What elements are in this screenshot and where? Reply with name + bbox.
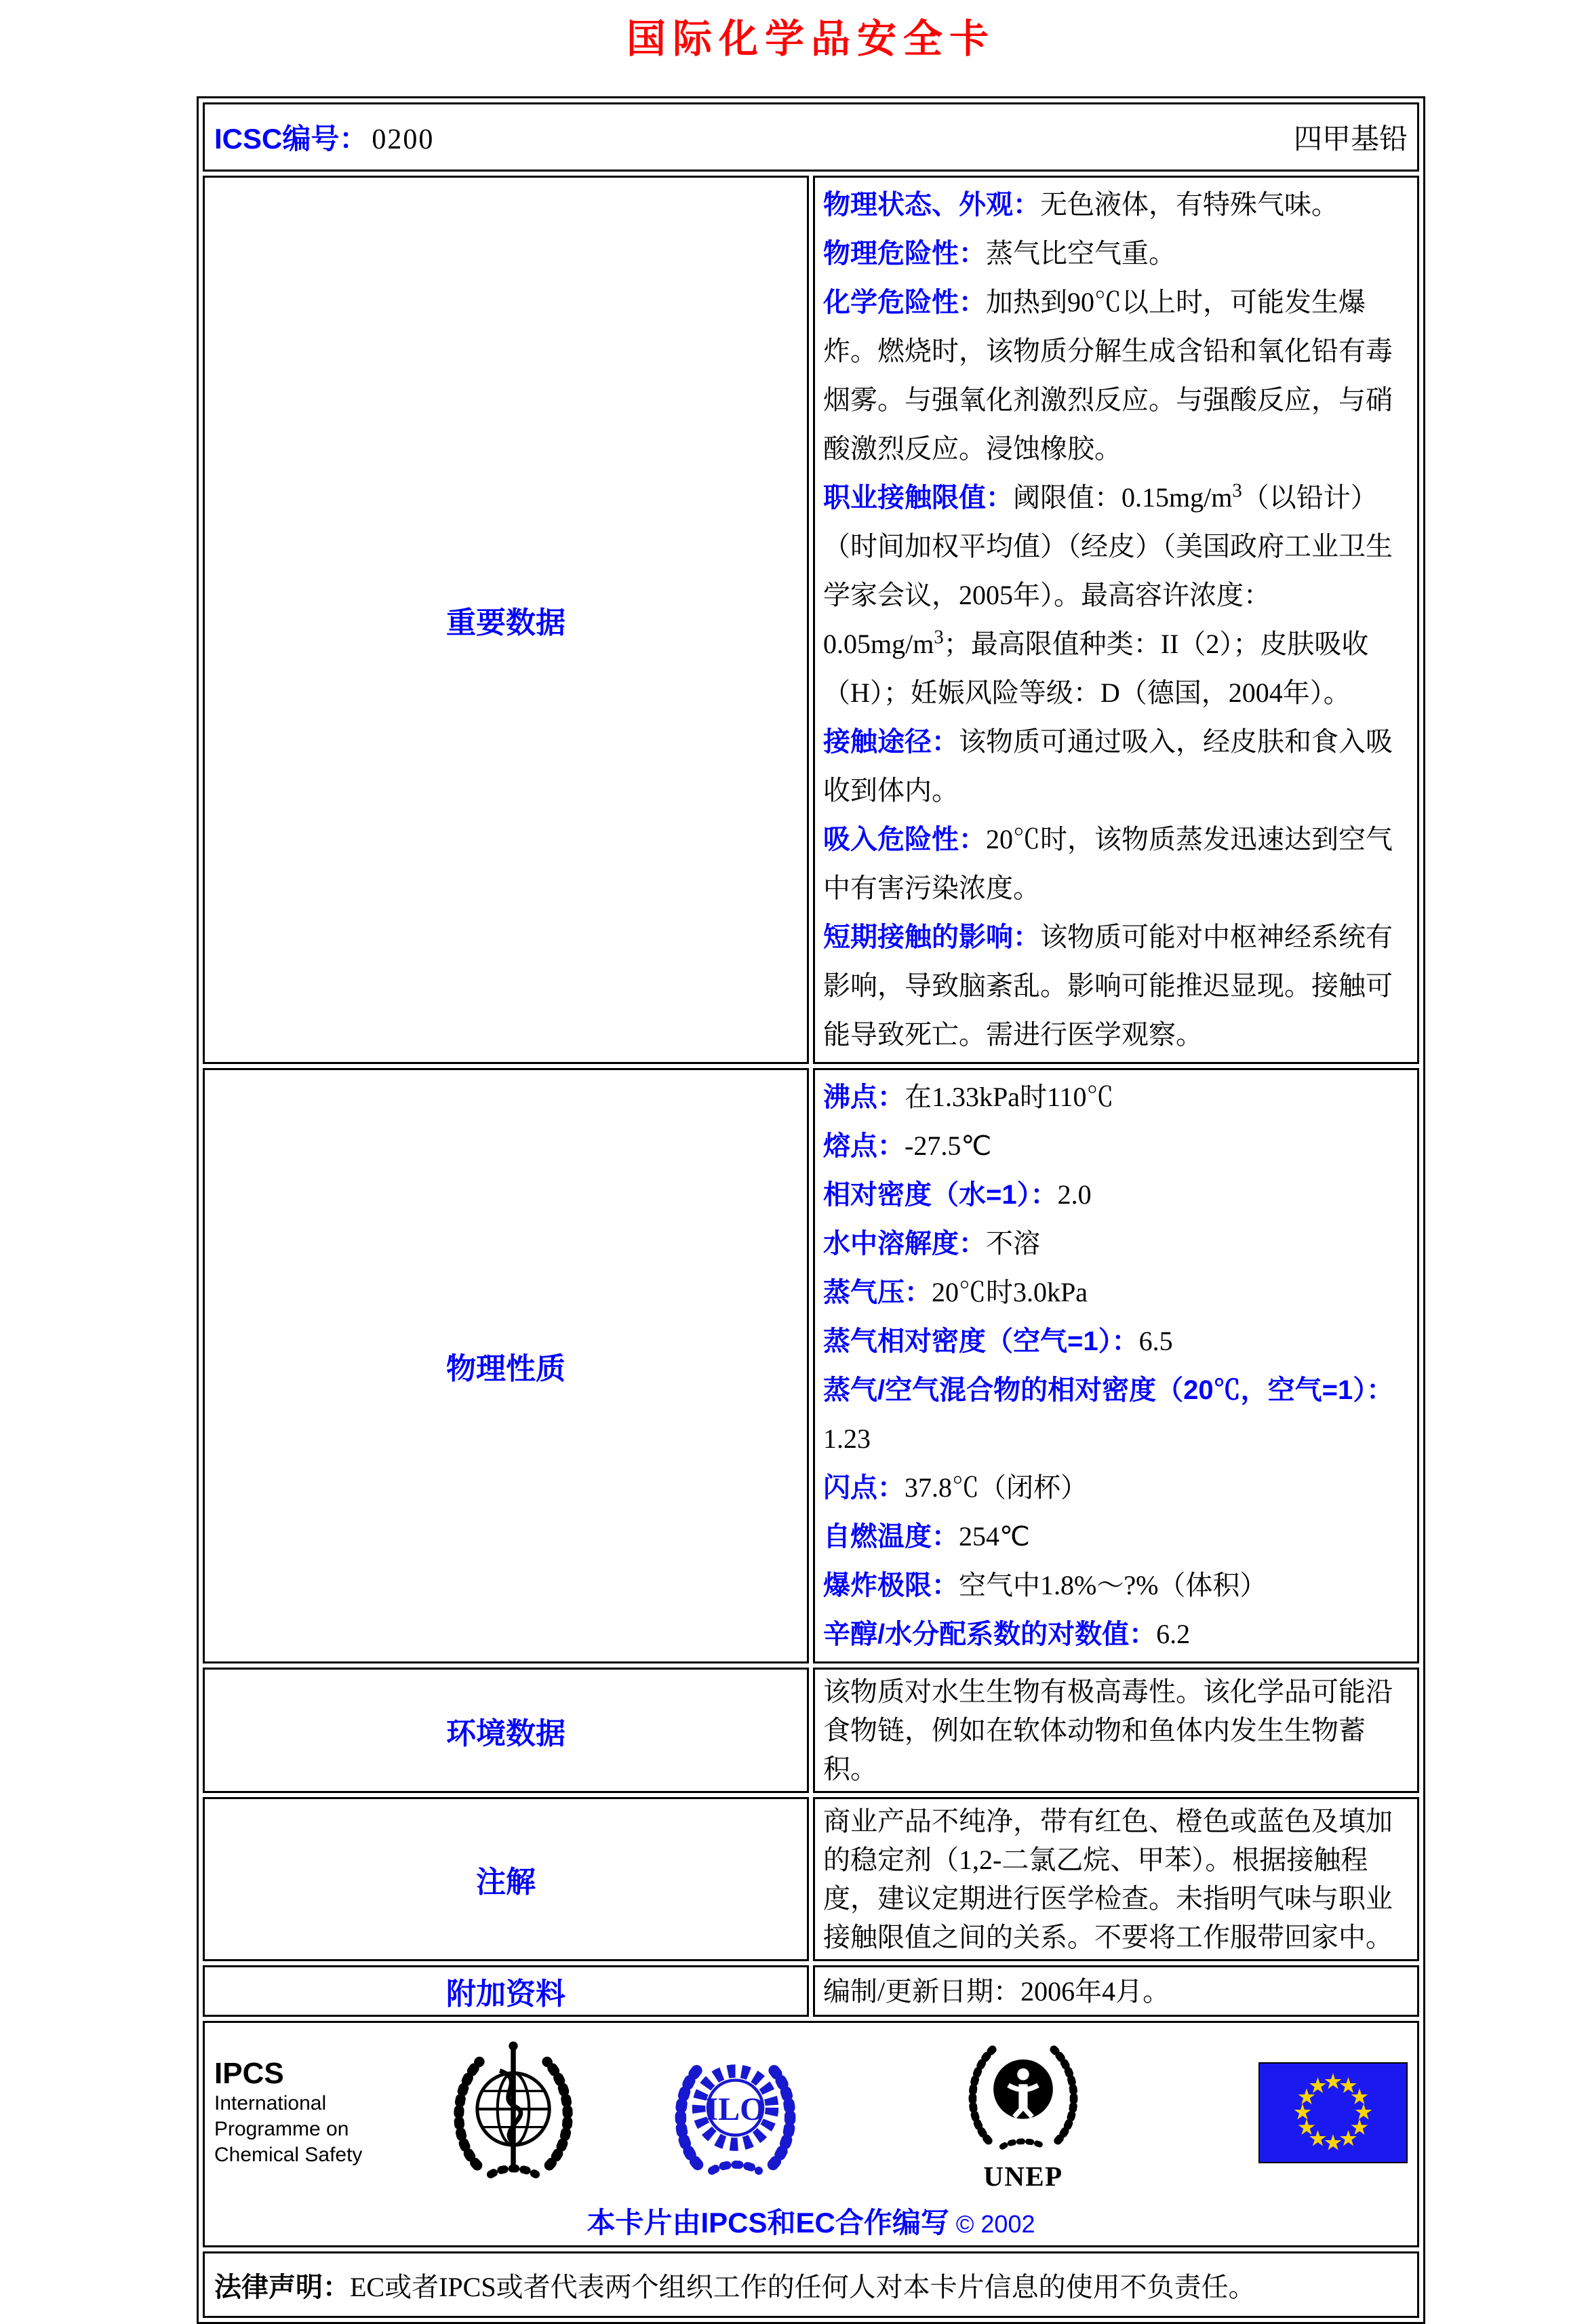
ilo-logo-icon	[669, 2047, 801, 2179]
section-label-environmental-data: 环境数据	[203, 1668, 809, 1793]
ipcs-block	[214, 2057, 402, 2168]
paragraph	[823, 278, 1409, 473]
field-value: 6.2	[1156, 1619, 1191, 1649]
field-value: 254℃	[959, 1521, 1030, 1552]
paragraph	[823, 1170, 1409, 1219]
field-value: -27.5℃	[905, 1130, 992, 1161]
field-label: 爆炸极限：	[823, 1571, 959, 1600]
paragraph	[823, 1972, 1409, 2011]
additional-info-content	[823, 1972, 1409, 2011]
field-value: 加热到90℃以上时，可能发生爆炸。燃烧时，该物质分解生成含铅和氧化铅有毒烟雾。与强氧化剂激烈反应。与强酸反应，与硝酸激烈反应。浸蚀橡胶。	[823, 287, 1393, 464]
field-label: 辛醇/水分配系数的对数值：	[823, 1619, 1157, 1649]
physical-properties-row	[203, 1068, 1419, 1663]
field-label: 蒸气/空气混合物的相对密度（20℃，空气=1）：	[823, 1375, 1394, 1405]
field-value: 商业产品不纯净，带有红色、橙色或蓝色及填加的稳定剂（1,2-二氯乙烷、甲苯）。根据接触程度，建议定期进行医学检查。未指明气味与职业接触限值之间的关系。不要将工作服带回家中。	[823, 1806, 1393, 1952]
copyright-year: © 2002	[955, 2210, 1035, 2238]
environmental-data-content	[823, 1672, 1409, 1788]
paragraph	[823, 1122, 1409, 1170]
ipcs-subtitle-line: Chemical Safety	[214, 2144, 363, 2166]
section-label-additional-info: 附加资料	[203, 1965, 809, 2017]
field-value: 空气中1.8%～?%（体积）	[959, 1570, 1267, 1600]
chemical-name: 四甲基铅	[1293, 124, 1408, 155]
field-value: 37.8℃（闭杯）	[905, 1472, 1088, 1503]
field-value: 6.5	[1138, 1326, 1173, 1356]
field-label: 物理状态、外观：	[823, 190, 1040, 220]
ilo-monogram: ILO	[705, 2091, 766, 2127]
icsc-number-group	[214, 117, 434, 157]
ipcs-acronym: IPCS	[214, 2057, 284, 2090]
field-value: 该物质可能对中枢神经系统有影响，导致脑紊乱。影响可能推迟显现。接触可能导致死亡。需进行医学观察。	[823, 922, 1393, 1050]
field-label: 沸点：	[823, 1082, 905, 1112]
copyright-line	[214, 2201, 1408, 2241]
field-value: 无色液体，有特殊气味。	[1040, 189, 1338, 220]
paragraph	[823, 1317, 1409, 1366]
field-label: 相对密度（水=1）：	[823, 1180, 1058, 1210]
field-value: 不溶	[986, 1228, 1040, 1259]
who-logo-icon	[445, 2039, 581, 2186]
field-label: 水中溶解度：	[823, 1229, 986, 1259]
field-label: 熔点：	[823, 1131, 905, 1161]
field-value: 该物质可通过吸入，经皮肤和食入吸收到体内。	[823, 726, 1393, 806]
field-label: 接触途径：	[823, 727, 959, 757]
section-label-important-data: 重要数据	[203, 176, 809, 1064]
icsc-number-value: 0200	[372, 124, 435, 155]
field-label: 物理危险性：	[823, 239, 986, 269]
paragraph	[823, 1463, 1409, 1512]
superscript: 3	[934, 626, 944, 648]
field-value: 阈限值：$0.15mg/m^3$（以铅计）（时间加权平均值）（经皮）（美国政府工业卫生学家会议，2005年）。最高容许浓度：$0.05mg/m^3$；最高限值种类：II（2）；皮肤吸收（H）；妊娠风险等级：D（德国，2004年）。	[823, 479, 1393, 708]
superscript: 3	[1232, 479, 1242, 502]
physical-properties-content	[823, 1073, 1409, 1659]
eu-flag-icon	[1258, 2062, 1408, 2163]
field-label: 自燃温度：	[823, 1522, 959, 1552]
additional-info-row	[203, 1965, 1419, 2017]
field-label: 吸入危险性：	[823, 825, 986, 854]
important-data-row	[203, 176, 1419, 1064]
paragraph	[823, 815, 1409, 913]
section-label-physical-properties: 物理性质	[203, 1068, 809, 1663]
legal-notice-label: 法律声明：	[214, 2272, 350, 2302]
paragraph	[823, 180, 1409, 229]
notes-row	[203, 1797, 1419, 1961]
field-value: 20℃时3.0kPa	[932, 1277, 1088, 1307]
logos-row	[203, 2021, 1419, 2247]
field-label: 短期接触的影响：	[823, 922, 1040, 952]
unep-logo-icon	[959, 2030, 1088, 2159]
paragraph	[823, 1610, 1409, 1659]
important-data-content	[823, 180, 1409, 1059]
field-value: 蒸气比空气重。	[986, 238, 1176, 269]
legal-row	[203, 2251, 1419, 2318]
section-label-notes: 注解	[203, 1797, 809, 1961]
ipcs-subtitle-line: Programme on	[214, 2118, 349, 2140]
notes-content	[823, 1802, 1409, 1956]
field-value: 20℃时，该物质蒸发迅速达到空气中有害污染浓度。	[823, 824, 1393, 903]
paragraph	[823, 1219, 1409, 1268]
paragraph	[823, 717, 1409, 815]
paragraph	[823, 1672, 1409, 1788]
paragraph	[823, 229, 1409, 278]
field-value: 1.23	[823, 1423, 871, 1454]
field-value: 编制/更新日期：2006年4月。	[823, 1975, 1170, 2007]
field-value: 该物质对水生生物有极高毒性。该化学品可能沿食物链，例如在软体动物和鱼体内发生生物蓄积。	[823, 1676, 1393, 1784]
icsc-number-label: ICSC编号：	[214, 123, 368, 155]
paragraph	[823, 1073, 1409, 1122]
environmental-data-row	[203, 1668, 1419, 1793]
icsc-table	[197, 96, 1425, 2324]
paragraph	[823, 913, 1409, 1059]
page-title: 国际化学品安全卡	[626, 17, 995, 61]
legal-notice-text: EC或者IPCS或者代表两个组织工作的任何人对本卡片信息的使用不负责任。	[350, 2271, 1256, 2302]
field-label: 职业接触限值：	[823, 483, 1013, 513]
field-value: 2.0	[1057, 1179, 1092, 1210]
paragraph	[823, 473, 1409, 717]
paragraph	[823, 1512, 1409, 1561]
field-label: 蒸气压：	[823, 1278, 932, 1307]
header-row	[203, 102, 1419, 172]
unep-caption: UNEP	[983, 2161, 1063, 2192]
field-label: 蒸气相对密度（空气=1）：	[823, 1326, 1139, 1356]
paragraph	[823, 1366, 1409, 1463]
field-label: 闪点：	[823, 1473, 905, 1503]
field-value: 在1.33kPa时110℃	[905, 1082, 1114, 1112]
field-label: 化学危险性：	[823, 288, 986, 317]
copyright-text: 本卡片由IPCS和EC合作编写	[587, 2207, 949, 2239]
paragraph	[823, 1802, 1409, 1956]
paragraph	[823, 1561, 1409, 1610]
ipcs-subtitle-line: International	[214, 2092, 327, 2114]
paragraph	[823, 1268, 1409, 1317]
unep-logo-block	[903, 2030, 1143, 2195]
